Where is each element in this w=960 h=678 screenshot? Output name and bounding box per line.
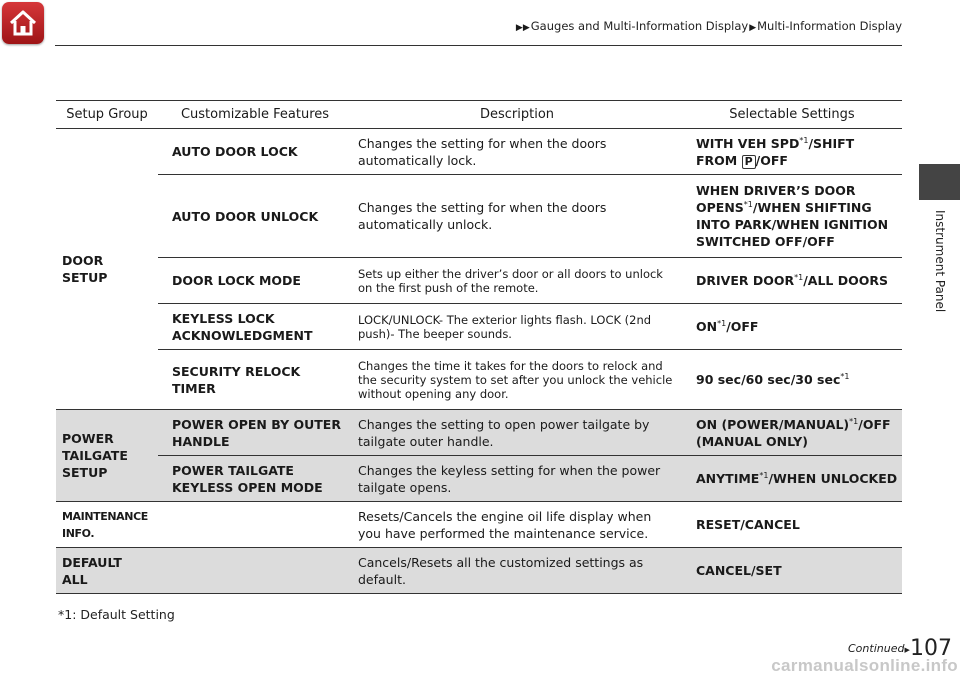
settings-cell: ANYTIME$^{*1}$/WHEN UNLOCKED bbox=[682, 456, 902, 502]
table-header-row bbox=[56, 101, 902, 129]
settings-cell: WITH VEH SPD$^{*1}$/SHIFT FROM P /OFF bbox=[682, 129, 902, 175]
settings-cell: DRIVER DOOR$^{*1}$/ALL DOORS bbox=[682, 258, 902, 304]
table-row bbox=[56, 350, 902, 410]
description-cell: Changes the time it takes for the doors to relock and the security system to set after you unlock the vehicle without opening any door. bbox=[352, 350, 682, 410]
column-header: Description bbox=[352, 101, 682, 129]
page-number: 107 bbox=[910, 636, 952, 661]
settings-cell: ON (POWER/MANUAL)$^{*1}$/OFF (MANUAL ONLY) bbox=[682, 410, 902, 456]
group-label: DEFAULT ALL bbox=[62, 554, 122, 587]
description-cell: Changes the setting for when the doors automatically lock. bbox=[352, 129, 682, 175]
home-icon bbox=[8, 8, 38, 38]
home-button[interactable] bbox=[2, 2, 44, 44]
group-cell bbox=[56, 548, 158, 594]
table-row bbox=[56, 304, 902, 350]
description-cell: Sets up either the driver’s door or all doors to unlock on the first push of the remote. bbox=[352, 258, 682, 304]
group-label: DOOR SETUP bbox=[62, 253, 108, 285]
settings-cell: ON$^{*1}$/OFF bbox=[682, 304, 902, 350]
settings-cell: RESET/CANCEL bbox=[682, 502, 902, 548]
watermark: carmanualsonline.info bbox=[771, 656, 958, 675]
feature-cell: AUTO DOOR LOCK bbox=[158, 129, 352, 175]
feature-cell: POWER OPEN BY OUTER HANDLE bbox=[158, 410, 352, 456]
settings-cell: WHEN DRIVER’S DOOR OPENS$^{*1}$/WHEN SHIFTING INTO PARK/WHEN IGNITION SWITCHED OFF/OFF bbox=[682, 175, 902, 258]
header-divider bbox=[55, 45, 902, 46]
description-cell: Changes the keyless setting for when the power tailgate opens. bbox=[352, 456, 682, 502]
footnote: *1: Default Setting bbox=[58, 607, 175, 622]
group-cell bbox=[56, 410, 158, 502]
group-label: MAINTENANCE INFO. bbox=[62, 509, 148, 540]
description-cell: Resets/Cancels the engine oil life display when you have performed the maintenance service. bbox=[352, 502, 682, 548]
table-row bbox=[56, 258, 902, 304]
table-row bbox=[56, 456, 902, 502]
feature-cell: DOOR LOCK MODE bbox=[158, 258, 352, 304]
group-cell bbox=[56, 502, 158, 548]
feature-cell: POWER TAILGATE KEYLESS OPEN MODE bbox=[158, 456, 352, 502]
description-cell: Changes the setting to open power tailgate by tailgate outer handle. bbox=[352, 410, 682, 456]
table-row bbox=[56, 410, 902, 456]
group-cell bbox=[56, 129, 158, 410]
section-tab-label: Instrument Panel bbox=[933, 210, 947, 313]
table-row bbox=[56, 129, 902, 175]
arrow-right-icon: ▶ bbox=[904, 646, 910, 654]
column-header: Customizable Features bbox=[158, 101, 352, 129]
breadcrumb bbox=[515, 19, 902, 33]
table-row bbox=[56, 175, 902, 258]
breadcrumb-arrow-icon: ▶▶ bbox=[515, 23, 530, 33]
feature-label: KEYLESS LOCK ACKNOWLEDGMENT bbox=[172, 310, 313, 343]
continued-text: Continued bbox=[848, 642, 905, 655]
feature-cell bbox=[158, 548, 352, 594]
description-cell: Cancels/Resets all the customized settings as default. bbox=[352, 548, 682, 594]
settings-table bbox=[56, 100, 902, 594]
breadcrumb-link-mid[interactable]: Multi-Information Display bbox=[757, 19, 902, 33]
feature-cell bbox=[158, 502, 352, 548]
breadcrumb-arrow-icon: ▶ bbox=[749, 23, 757, 33]
column-header: Setup Group bbox=[56, 101, 158, 129]
feature-cell: AUTO DOOR UNLOCK bbox=[158, 175, 352, 258]
settings-cell: 90 sec/60 sec/30 $\sec^{*1}$ bbox=[682, 350, 902, 410]
continued-label bbox=[848, 642, 910, 655]
park-p-icon: P bbox=[742, 155, 756, 169]
group-label: POWER TAILGATE SETUP bbox=[62, 431, 128, 480]
feature-cell: SECURITY RELOCK TIMER bbox=[158, 350, 352, 410]
table-row bbox=[56, 548, 902, 594]
section-tab[interactable] bbox=[919, 164, 960, 200]
description-cell: Changes the setting for when the doors automatically unlock. bbox=[352, 175, 682, 258]
description-cell: LOCK/UNLOCK- The exterior lights flash. LOCK (2nd push)- The beeper sounds. bbox=[352, 304, 682, 350]
feature-cell bbox=[158, 304, 352, 350]
table-row bbox=[56, 502, 902, 548]
settings-cell: CANCEL/SET bbox=[682, 548, 902, 594]
column-header: Selectable Settings bbox=[682, 101, 902, 129]
breadcrumb-link-gauges[interactable]: Gauges and Multi-Information Display bbox=[530, 19, 749, 33]
